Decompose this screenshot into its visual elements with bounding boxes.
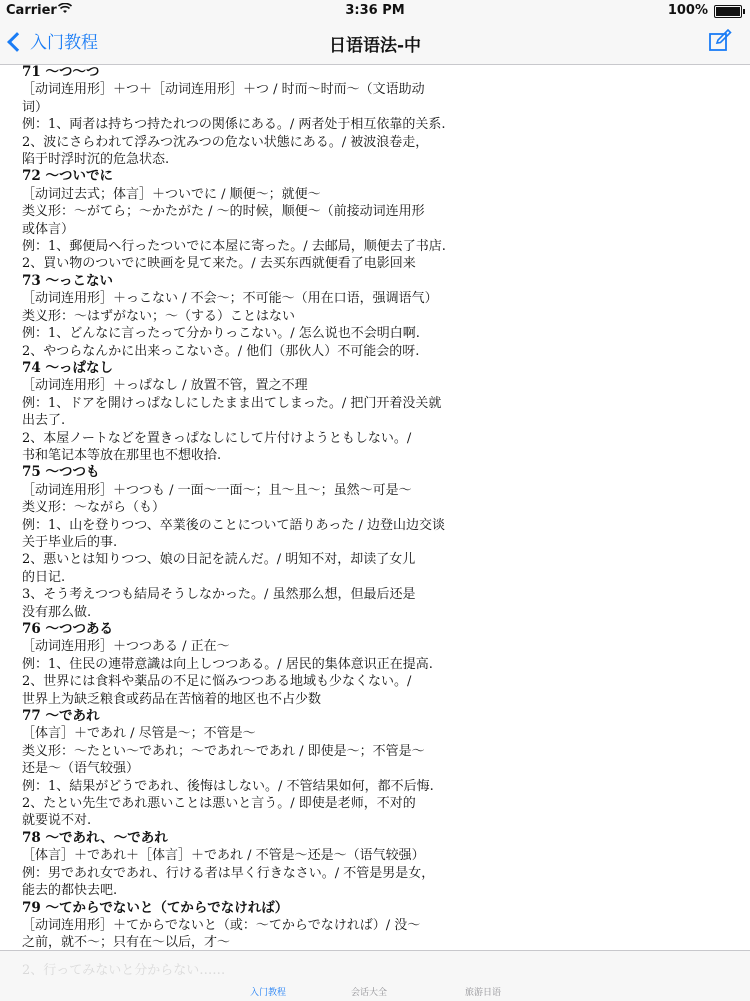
grammar-text-line: 还是～（语气较强）: [22, 761, 140, 777]
grammar-text-line: ［动词连用形］＋つつも / 一面～一面～；且～且～；虽然～可是～: [22, 482, 412, 498]
tab-beginner-tutorial[interactable]: 入门教程: [249, 988, 286, 998]
grammar-heading: 73 ～っこない: [22, 272, 113, 289]
clock: 3:36 PM: [345, 3, 405, 18]
grammar-text-line: 2、やつらなんかに出来っこないさ。/ 他们（那伙人）不可能会的呀.: [22, 343, 420, 359]
grammar-text-line: ［动词连用形］＋っこない / 不会～；不可能～（用在口语，强调语气）: [22, 291, 438, 307]
grammar-text-line: 类义形：～ながら（も）: [22, 500, 166, 516]
grammar-text-line: 或体言）: [22, 221, 75, 237]
grammar-text-line: 例：1、住民の連帯意識は向上しつつある。/ 居民的集体意识正在提高.: [22, 656, 433, 672]
navigation-bar: [0, 20, 750, 65]
grammar-heading: 75 ～つつも: [22, 464, 100, 481]
grammar-text-line: 3、そう考えつつも結局そうしなかった。/ 虽然那么想，但最后还是: [22, 587, 416, 603]
battery-percentage: 100%: [667, 3, 708, 18]
grammar-heading: 79 ～てからでないと（てからでなければ）: [22, 899, 289, 916]
grammar-text-line: ［动词连用形］＋つつある / 正在～: [22, 639, 230, 655]
grammar-text-line: ［动词连用形］＋っぱなし / 放置不管，置之不理: [22, 378, 308, 394]
grammar-text-line: 之前，就不～；只有在～以后，才～: [22, 935, 231, 950]
grammar-text-line: 2、悪いとは知りつつ、娘の日記を読んだ。/ 明知不对，却读了女儿: [22, 552, 416, 568]
status-bar: [0, 0, 750, 20]
grammar-text-line: 2、たとい先生であれ悪いことは悪いと言う。/ 即使是老师，不对的: [22, 796, 416, 812]
grammar-text-line: 就要说不对.: [22, 813, 92, 829]
back-button-label: 入门教程: [30, 33, 98, 53]
grammar-heading: 78 ～であれ、～であれ: [22, 829, 168, 846]
grammar-text-line: 词）: [22, 99, 49, 115]
grammar-text-line: 能去的都快去吧.: [22, 883, 118, 899]
grammar-text-line: 的日记.: [22, 569, 66, 585]
grammar-heading: 76 ～つつある: [22, 621, 113, 637]
grammar-text-line: 2、波にさらわれて浮みつ沈みつの危ない状態にある。/ 被波浪卷走，: [22, 134, 429, 150]
grammar-text-line: 世界上为缺乏粮食或药品在苦恼着的地区也不占少数: [22, 691, 322, 707]
grammar-text-line: 例：1、どんなに言ったって分かりっこない。/ 怎么说也不会明白啊.: [22, 326, 420, 342]
grammar-text-line: 例：1、郵便局へ行ったついでに本屋に寄った。/ 去邮局，顺便去了书店.: [22, 239, 446, 255]
page-title: 日语语法-中: [328, 36, 422, 56]
grammar-text-line: 例：1、結果がどうであれ、後悔はしない。/ 不管结果如何，都不后悔.: [22, 778, 434, 794]
grammar-text-line: 2、買い物のついでに映画を見て来た。/ 去买东西就便看了电影回来: [22, 256, 416, 272]
grammar-heading: 77 ～であれ: [22, 708, 100, 725]
grammar-text-line: 2、世界には食料や薬品の不足に悩みつつある地域も少なくない。/: [22, 674, 412, 690]
scrolled-text-behind-tab-bar: 2、行ってみないと分からない……: [22, 963, 226, 978]
grammar-text-line: 2、本屋ノートなどを置きっぱなしにして片付けようともしない。/: [22, 430, 412, 446]
grammar-text-line: 例：男であれ女であれ、行ける者は早く行きなさい。/ 不管是男是女，: [22, 865, 435, 881]
grammar-text-line: 例：1、ドアを開けっぱなしにしたまま出てしまった。/ 把门开着没关就: [22, 395, 442, 411]
tab-conversation[interactable]: 会话大全: [350, 988, 387, 998]
grammar-text-line: ［体言］＋であれ / 尽管是～；不管是～: [22, 726, 256, 742]
tab-bar: [0, 950, 750, 1001]
grammar-text-line: 陷于时浮时沉的危急状态.: [22, 152, 170, 168]
grammar-text-line: 例：1、山を登りつつ、卒業後のことについて語りあった / 边登山边交谈: [22, 517, 446, 533]
grammar-heading: 71 ～つ～つ: [22, 64, 100, 80]
grammar-text-line: 例：1、両者は持ちつ持たれつの関係にある。/ 两者处于相互依靠的关系.: [22, 117, 446, 133]
grammar-text-line: 类义形：～はずがない；～（する）ことはない: [22, 308, 296, 324]
grammar-text-line: 书和笔记本等放在那里也不想收拾.: [22, 447, 222, 463]
grammar-text-line: ［动词连用形］＋てからでないと（或：～てからでなければ）/ 没～: [22, 917, 421, 933]
grammar-heading: 72 ～ついでに: [22, 168, 113, 185]
grammar-text-line: 关于毕业后的事.: [22, 534, 118, 550]
grammar-heading: 74 ～っぱなし: [22, 359, 113, 376]
tab-travel-japanese[interactable]: 旅游日语: [464, 988, 501, 998]
compose-icon[interactable]: [708, 29, 732, 53]
battery-icon: [714, 5, 742, 18]
carrier-label: Carrier: [6, 3, 57, 18]
grammar-text-line: 类义形：～たとい～であれ；～であれ～であれ / 即使是～；不管是～: [22, 743, 425, 759]
grammar-text-line: 出去了.: [22, 413, 66, 429]
grammar-text-content[interactable]: [22, 64, 532, 950]
grammar-text-line: 没有那么做.: [22, 604, 92, 620]
grammar-text-line: ［动词连用形］＋つ＋［动词连用形］＋つ / 时而～时而～（文语助动: [22, 82, 425, 98]
grammar-text-line: ［体言］＋であれ＋［体言］＋であれ / 不管是～还是～（语气较强）: [22, 848, 425, 864]
grammar-text-line: 类义形：～がてら；～かたがた / ～的时候，顺便～（前接动词连用形: [22, 204, 425, 220]
grammar-text-line: ［动词过去式；体言］＋ついでに / 顺便～；就便～: [22, 186, 321, 202]
